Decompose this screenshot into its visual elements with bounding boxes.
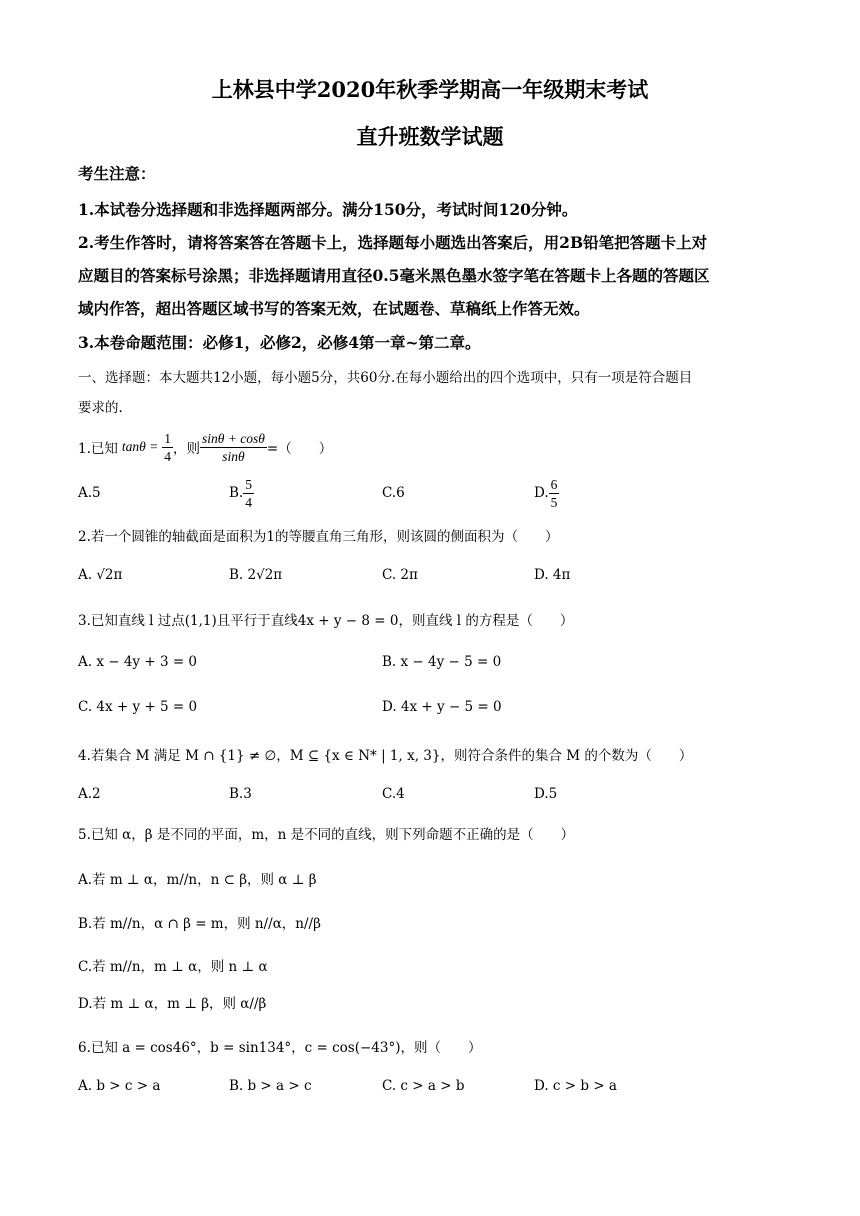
- q1-frac1-denominator: 4: [164, 448, 172, 464]
- q1-option-a: A.5: [78, 485, 101, 501]
- q2-option-b: B. 2√2π: [229, 567, 283, 583]
- q5-option-c: C.若 m//n，m ⊥ α，则 n ⊥ α: [78, 959, 268, 975]
- q3-option-b: B. x − 4y − 5 = 0: [382, 654, 502, 670]
- q4-option-a: A.2: [78, 786, 101, 802]
- section-intro-line-2: 要求的.: [78, 400, 123, 416]
- q5-option-a: A.若 m ⊥ α，m//n，n ⊂ β，则 α ⊥ β: [78, 872, 317, 888]
- q5-option-d: D.若 m ⊥ α，m ⊥ β，则 α//β: [78, 996, 267, 1012]
- q2-option-c: C. 2π: [382, 567, 418, 583]
- q6-option-a: A. b > c > a: [78, 1078, 161, 1094]
- notice-item-2-line-3: 域内作答，超出答题区域书写的答案无效，在试题卷、草稿纸上作答无效。: [78, 299, 590, 318]
- q1-stem-end: =（ ）: [266, 441, 333, 457]
- q6-option-c: C. c > a > b: [382, 1078, 465, 1094]
- q2-option-a: A. √2π: [78, 567, 123, 583]
- q4-option-c: C.4: [382, 786, 405, 802]
- q1-d-denominator: 5: [550, 494, 558, 510]
- question-4-stem: 4.若集合 M 满足 M ∩ {1} ≠ ∅，M ⊆ {x ∈ N* | 1, x, 3}，则符合条件的集合 M 的个数为（ ）: [78, 748, 693, 764]
- notice-item-2-line-2: 应题目的答案标号涂黑；非选择题请用直径0.5毫米黑色墨水签字笔在答题卡上各题的答题区: [78, 266, 710, 285]
- q1-frac1-numerator: 1: [164, 430, 172, 446]
- q1-frac2-numerator: sinθ + cosθ: [202, 430, 265, 446]
- q1-b-numerator: 5: [245, 476, 252, 492]
- q1-stem-prefix: 1.已知: [78, 441, 118, 457]
- q4-option-b: B.3: [229, 786, 252, 802]
- q1-option-b-label: B.: [229, 485, 244, 501]
- question-2-stem: 2.若一个圆锥的轴截面是面积为1的等腰直角三角形，则该圆的侧面积为（ ）: [78, 529, 559, 545]
- q6-option-b: B. b > a > c: [229, 1078, 312, 1094]
- q3-option-a: A. x − 4y + 3 = 0: [78, 654, 198, 670]
- question-5-stem: 5.已知 α，β 是不同的平面，m，n 是不同的直线，则下列命题不正确的是（ ）: [78, 827, 575, 843]
- q3-option-d: D. 4x + y − 5 = 0: [382, 699, 502, 715]
- q1-option-b: [229, 473, 254, 513]
- q1-b-denominator: 4: [245, 494, 252, 510]
- q5-option-b: B.若 m//n，α ∩ β = m，则 n//α，n//β: [78, 916, 321, 932]
- q1-option-d: [534, 473, 559, 513]
- q1-option-c: C.6: [382, 485, 405, 501]
- q1-d-numerator: 6: [550, 476, 558, 492]
- q3-option-c: C. 4x + y + 5 = 0: [78, 699, 198, 715]
- q1-option-d-fraction: [549, 476, 560, 511]
- question-3-stem: 3.已知直线 l 过点(1,1)且平行于直线4x + y − 8 = 0，则直线 l 的方程是（ ）: [78, 613, 574, 629]
- exam-subtitle: 直升班数学试题: [356, 124, 504, 149]
- q4-option-d: D.5: [534, 786, 558, 802]
- q1-option-d-label: D.: [534, 485, 549, 501]
- question-6-stem: 6.已知 a = cos46°，b = sin134°，c = cos(−43°)，则（ ）: [78, 1040, 482, 1056]
- q1-option-b-fraction: [243, 476, 254, 511]
- exam-title: 上林县中学2020年秋季学期高一年级期末考试: [211, 77, 649, 102]
- q1-fraction-2: [200, 430, 267, 465]
- notice-heading: 考生注意：: [78, 164, 156, 183]
- notice-item-2-line-1: 2.考生作答时，请将答案答在答题卡上，选择题每小题选出答案后，用2B铅笔把答题卡上对: [78, 233, 708, 252]
- section-intro-line-1: 一、选择题：本大题共12小题，每小题5分，共60分.在每小题给出的四个选项中，只有一项是符合题目: [78, 370, 693, 386]
- q1-fraction-1: [162, 430, 173, 465]
- q6-option-d: D. c > b > a: [534, 1078, 617, 1094]
- q1-tan-expression: tanθ =: [121, 439, 159, 454]
- q1-frac2-denominator: sinθ: [222, 448, 245, 464]
- question-1-stem: [78, 425, 332, 469]
- notice-item-3: 3.本卷命题范围：必修1，必修2，必修4第一章~第二章。: [78, 333, 481, 352]
- q1-stem-mid: ，则: [173, 441, 201, 457]
- notice-item-1: 1.本试卷分选择题和非选择题两部分。满分150分，考试时间120分钟。: [78, 200, 578, 219]
- q2-option-d: D. 4π: [534, 567, 571, 583]
